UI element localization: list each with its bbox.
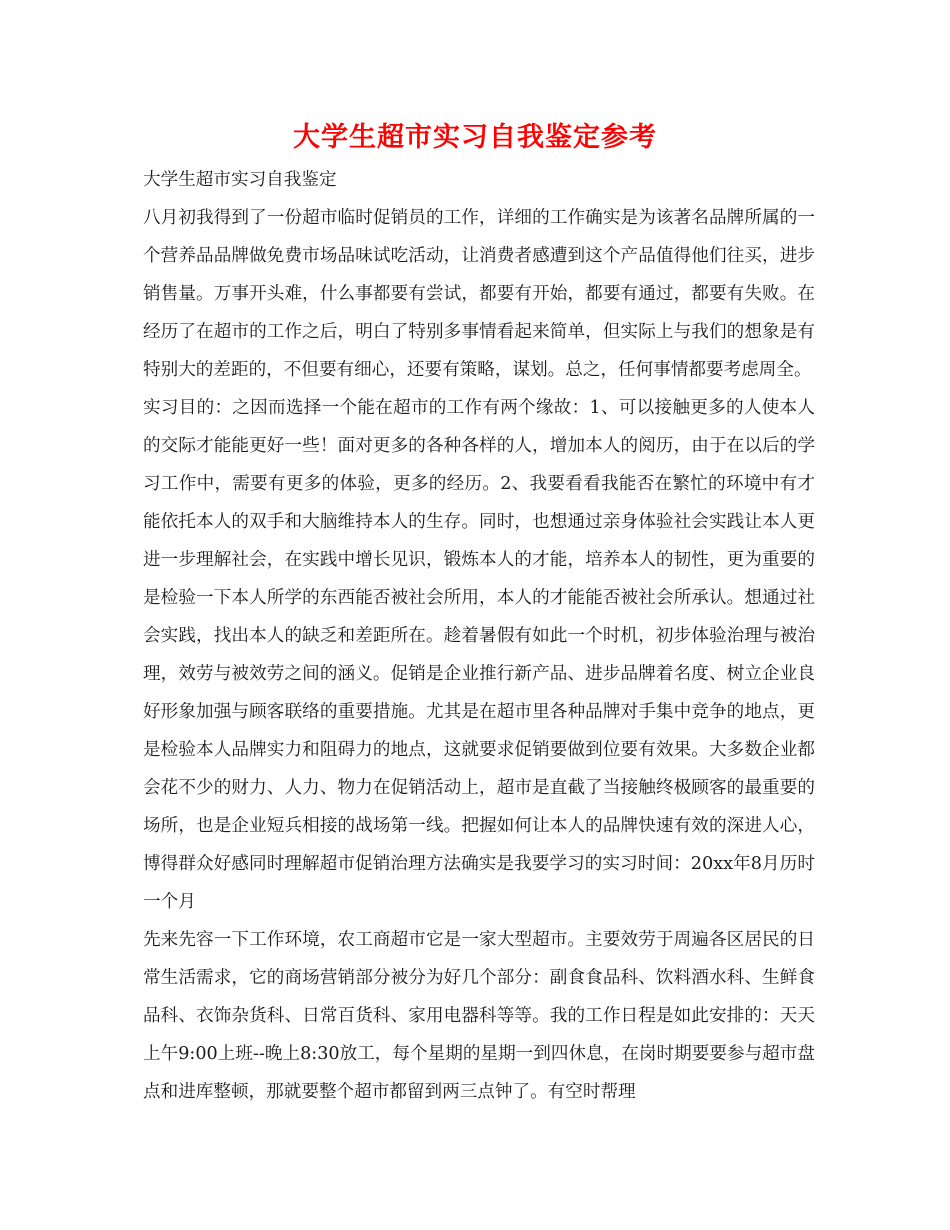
subtitle-paragraph: 大学生超市实习自我鉴定 [143,170,337,190]
purpose-paragraph: 实习目的：之因而选择一个能在超市的工作有两个缘故：1、可以接触更多的人使本人的交际才能能更好一些！面对更多的各种各样的人，增加本人的阅历，由于在以后的学习工作中，需要有更多的体验，更多的经历。2、我要看看我能否在繁忙的环境中有才能依托本人的双手和大脑维持本人的生存。同时，也想通过亲身体验社会实践让本人更进一步理解社会，在实践中增长见识，锻炼本人的才能，培养本人的韧性，更为重要的是检验一下本人所学的东西能否被社会所用，本人的才能能否被社会所承认。想通过社会实践，找出本人的缺乏和差距所在。趁着暑假有如此一个时机，初步体验治理与被治理，效劳与被效劳之间的涵义。促销是企业推行新产品、进步品牌着名度、树立企业良好形象加强与顾客联络的重要措施。尤其是在超市里各种品牌对手集中竞争的地点，更是检验本人品牌实力和阻碍力的地点，这就要求促销要做到位要有效果。大多数企业都会花不少的财力、人力、物力在促销活动上，超市是直截了当接触终极顾客的最重要的场所，也是企业短兵相接的战场第一线。把握如何让本人的品牌快速有效的深进人心，博得群众好感同时理解超市促销治理方法确实是我要学习的实习时间：20xx年8月历时一个月 [143,398,815,912]
intro-paragraph: 八月初我得到了一份超市临时促销员的工作，详细的工作确实是为该著名品牌所属的一个营养品品牌做免费市场品味试吃活动，让消费者感遭到这个产品值得他们往买，进步销售量。万事开头难，什么事都要有尝试，都要有开始，都要有通过，都要有失败。在经历了在超市的工作之后，明白了特别多事情看起来简单，但实际上与我们的想象是有特别大的差距的，不但要有细心，还要有策略，谋划。总之，任何事情都要考虑周全。 [143,208,815,380]
document-title: 大学生超市实习自我鉴定参考 [293,122,657,153]
document-body [143,161,815,1111]
environment-paragraph: 先来先容一下工作环境，农工商超市它是一家大型超市。主要效劳于周遍各区居民的日常生活需求，它的商场营销部分被分为好几个部分：副食食品科、饮料酒水科、生鲜食品科、衣饰杂货科、日常百货科、家用电器科等等。我的工作日程是如此安排的：天天上午9:00上班--晚上8:30放工，每个星期的星期一到四休息，在岗时期要要参与超市盘点和进库整顿，那就要整个超市都留到两三点钟了。有空时帮理 [143,930,815,1102]
